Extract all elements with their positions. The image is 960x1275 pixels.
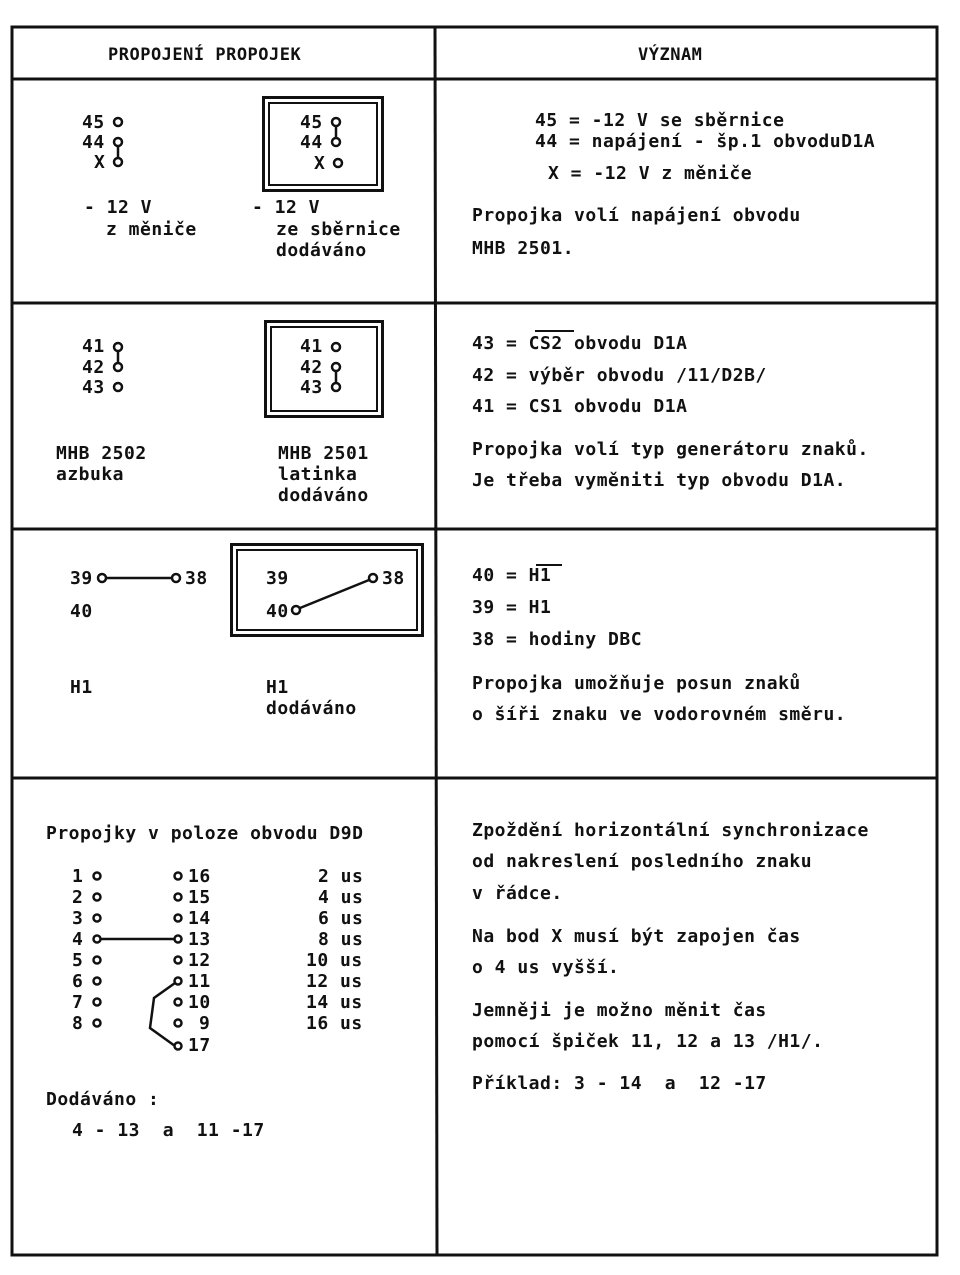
pin-43: 43 bbox=[82, 377, 105, 398]
delay-time: 12 us bbox=[306, 971, 363, 992]
meaning-line: 45 = -12 V se sběrnice bbox=[535, 110, 785, 131]
caption-left-1: H1 bbox=[70, 677, 93, 698]
note-line: Je třeba vyměniti typ obvodu D1A. bbox=[472, 470, 847, 491]
pin-38: 38 bbox=[185, 568, 208, 589]
pin-44-default: 44 bbox=[300, 132, 323, 153]
meaning-line: v řádce. bbox=[472, 883, 563, 904]
pin-9: 9 bbox=[199, 1013, 211, 1034]
delay-time: 16 us bbox=[306, 1013, 363, 1034]
pin-41-default: 41 bbox=[300, 336, 323, 357]
meaning-line: Zpoždění horizontální synchronizace bbox=[472, 820, 869, 841]
delay-time: 2 us bbox=[318, 866, 364, 887]
meaning-line: pomocí špiček 11, 12 a 13 /H1/. bbox=[472, 1031, 824, 1052]
meaning-line: Příklad: 3 - 14 a 12 -17 bbox=[472, 1073, 767, 1094]
pin-12: 12 bbox=[188, 950, 211, 971]
meaning-line: o 4 us vyšší. bbox=[472, 957, 620, 978]
pin-45: 45 bbox=[82, 112, 105, 133]
pin-5: 5 bbox=[72, 950, 84, 971]
jumper-diagram-row3 bbox=[0, 530, 435, 650]
delay-time: 10 us bbox=[306, 950, 363, 971]
note-line: Propojka volí typ generátoru znaků. bbox=[472, 439, 869, 460]
pin-45-default: 45 bbox=[300, 112, 323, 133]
caption-left-2: z měniče bbox=[106, 219, 197, 240]
caption-right-3: dodáváno bbox=[276, 240, 367, 261]
pin-11: 11 bbox=[188, 971, 211, 992]
caption-left-1: - 12 V bbox=[84, 197, 153, 218]
pin-2: 2 bbox=[72, 887, 84, 908]
caption-right-1: - 12 V bbox=[252, 197, 321, 218]
note-line: Propojka umožňuje posun znaků bbox=[472, 673, 801, 694]
pin-41: 41 bbox=[82, 336, 105, 357]
pin-42-default: 42 bbox=[300, 357, 323, 378]
note-line: o šíři znaku ve vodorovném směru. bbox=[472, 704, 847, 725]
meaning-line: 39 = H1 bbox=[472, 597, 552, 618]
delay-time: 4 us bbox=[318, 887, 364, 908]
caption-right-2: latinka bbox=[278, 464, 358, 485]
pin-40-default: 40 bbox=[266, 601, 289, 622]
pin-3: 3 bbox=[72, 908, 84, 929]
pin-16: 16 bbox=[188, 866, 211, 887]
pin-7: 7 bbox=[72, 992, 84, 1013]
meaning-line: 44 = napájení - šp.1 obvoduD1A bbox=[535, 131, 876, 152]
pin-10: 10 bbox=[188, 992, 211, 1013]
note-line: Propojka volí napájení obvodu bbox=[472, 205, 801, 226]
delay-time: 8 us bbox=[318, 929, 364, 950]
pin-39-default: 39 bbox=[266, 568, 289, 589]
meaning-line: Jemněji je možno měnit čas bbox=[472, 1000, 767, 1021]
header-left: PROPOJENÍ PROPOJEK bbox=[108, 45, 302, 65]
pin-38-default: 38 bbox=[382, 568, 405, 589]
meaning-line: 38 = hodiny DBC bbox=[472, 629, 643, 650]
supplied-label: Dodáváno : bbox=[46, 1089, 160, 1110]
header-right: VÝZNAM bbox=[638, 45, 703, 65]
pin-x-default: X bbox=[314, 153, 326, 174]
pin-39: 39 bbox=[70, 568, 93, 589]
meaning-line: Na bod X musí být zapojen čas bbox=[472, 926, 801, 947]
pin-8: 8 bbox=[72, 1013, 84, 1034]
pin-17: 17 bbox=[188, 1035, 211, 1056]
pin-40: 40 bbox=[70, 601, 93, 622]
pin-15: 15 bbox=[188, 887, 211, 908]
pin-x: X bbox=[94, 152, 106, 173]
delay-time: 14 us bbox=[306, 992, 363, 1013]
pin-43-default: 43 bbox=[300, 377, 323, 398]
pin-6: 6 bbox=[72, 971, 84, 992]
caption-right-1: MHB 2501 bbox=[278, 443, 369, 464]
meaning-line: 41 = CS1 obvodu D1A bbox=[472, 396, 688, 417]
supplied-value: 4 - 13 a 11 -17 bbox=[72, 1120, 265, 1141]
row4-title: Propojky v poloze obvodu D9D bbox=[46, 823, 364, 844]
delay-time: 6 us bbox=[318, 908, 364, 929]
meaning-line: od nakreslení posledního znaku bbox=[472, 851, 813, 872]
meaning-line: X = -12 V z měniče bbox=[548, 163, 753, 184]
pin-4: 4 bbox=[72, 929, 84, 950]
pin-1: 1 bbox=[72, 866, 84, 887]
caption-left-2: azbuka bbox=[56, 464, 125, 485]
caption-right-2: ze sběrnice bbox=[276, 219, 401, 240]
overline-marks-row3 bbox=[0, 562, 960, 572]
pin-42: 42 bbox=[82, 357, 105, 378]
pin-13: 13 bbox=[188, 929, 211, 950]
caption-right-1: H1 bbox=[266, 677, 289, 698]
delay-jumper-diagram bbox=[0, 860, 435, 1160]
caption-right-3: dodáváno bbox=[278, 485, 369, 506]
meaning-line: 40 = H1 bbox=[472, 565, 552, 586]
meaning-line: 43 = CS2 obvodu D1A bbox=[472, 333, 688, 354]
overline-marks-row2 bbox=[0, 328, 960, 388]
pin-14: 14 bbox=[188, 908, 211, 929]
note-line: MHB 2501. bbox=[472, 238, 575, 259]
caption-right-2: dodáváno bbox=[266, 698, 357, 719]
meaning-line: 42 = výběr obvodu /11/D2B/ bbox=[472, 365, 767, 386]
jumper-diagram-row1 bbox=[0, 80, 435, 300]
pin-44: 44 bbox=[82, 132, 105, 153]
caption-left-1: MHB 2502 bbox=[56, 443, 147, 464]
